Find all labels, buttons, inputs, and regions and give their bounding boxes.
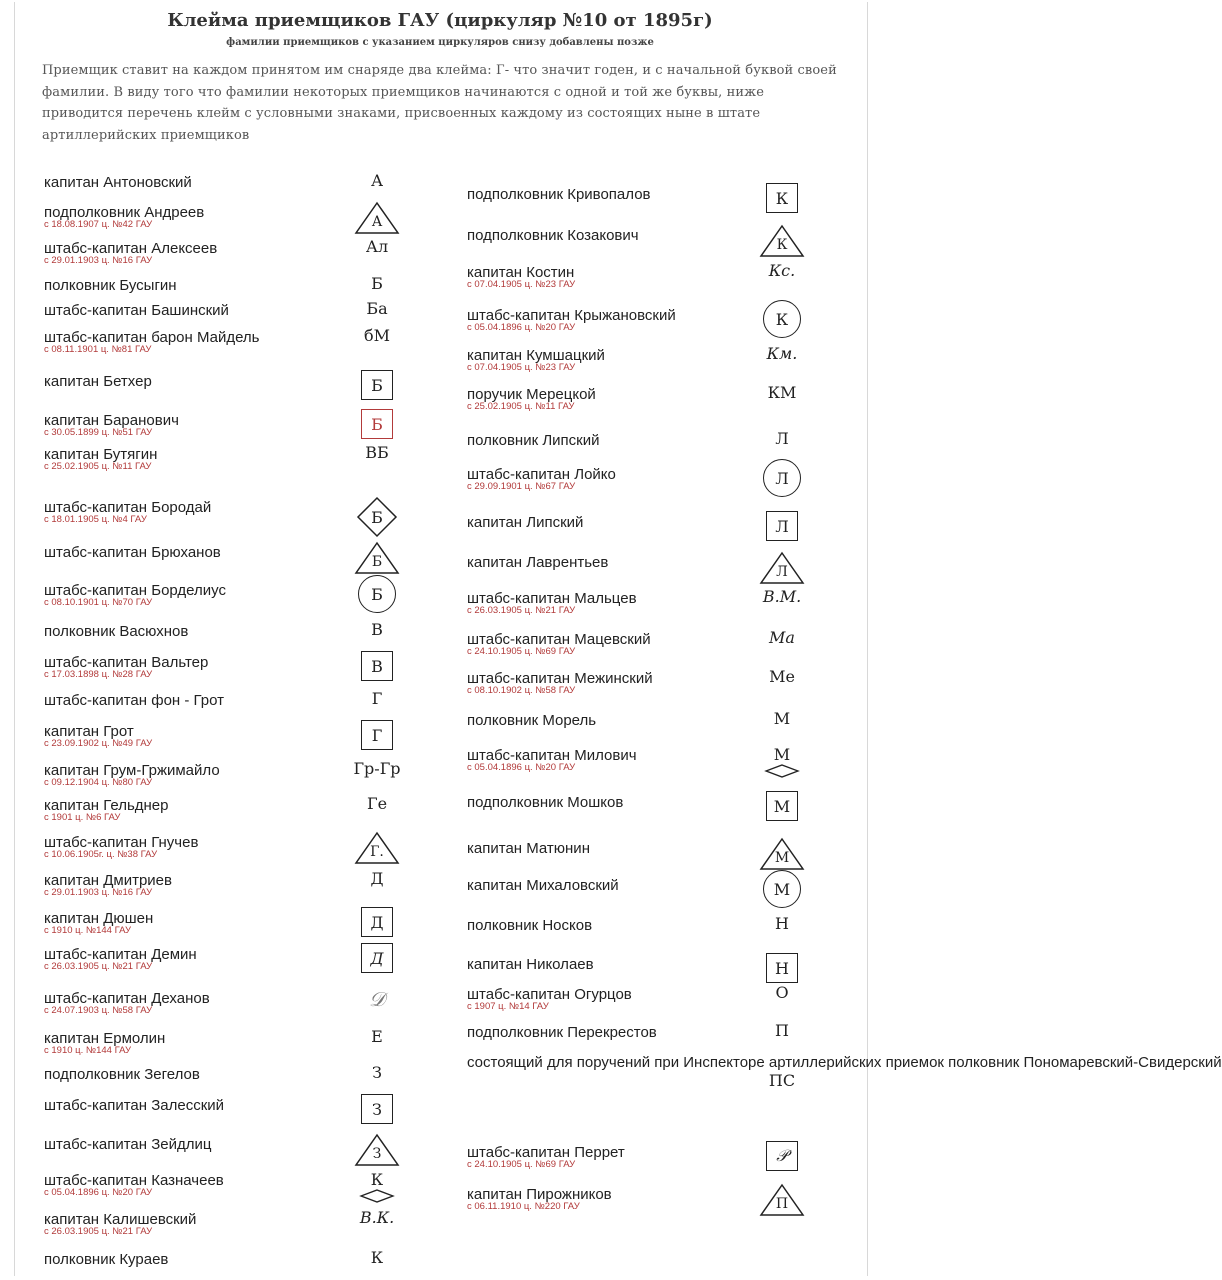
stamp-list-item: [44, 544, 444, 570]
receiver-name: капитан Липский: [467, 514, 584, 531]
stamp-mark-letters: М: [773, 745, 791, 764]
stamp-mark-letters: Л: [775, 468, 789, 488]
receiver-name: штабс-капитан Лойко: [467, 466, 616, 483]
stamp-circle: [763, 870, 801, 908]
stamp-box: [361, 651, 393, 681]
stamp-mark-letters: З: [372, 1063, 382, 1082]
stamp-list-item: [467, 227, 867, 253]
stamp-list-item: [44, 947, 444, 972]
stamp-list-item: [44, 724, 444, 749]
stamp-mark-letters: Км.: [766, 344, 798, 363]
stamp-mark-letters: М: [773, 796, 791, 816]
stamp-mark-letters: К: [370, 1248, 384, 1267]
stamp-list-item: [44, 443, 444, 472]
stamp-mark-letters: В.М.: [762, 587, 802, 606]
circular-reference: с 1907 ц. №14 ГАУ: [467, 1001, 549, 1012]
circular-reference: с 26.03.1905 ц. №21 ГАУ: [467, 605, 576, 616]
stamp-mark-letters: Б: [371, 274, 383, 293]
stamp-mark: [371, 620, 383, 639]
stamp-mark: [769, 667, 795, 686]
stamp-list-item: [44, 205, 444, 230]
receiver-name: штабс-капитан Брюханов: [44, 544, 221, 561]
stamp-list-item: [44, 237, 444, 266]
stamp-mark-letters: Г: [371, 689, 383, 708]
circular-reference: с 05.04.1896 ц. №20 ГАУ: [467, 322, 576, 333]
intro-paragraph: Приемщик ставит на каждом принятом им снаряде два клейма: Г- что значит годен, и с начальной буквой своей фамилии. В виду того что фамилии некоторых приемщиков начинаются с одной и той же буквы, ниже приводится перечень клейм с условными знаками, присвоенных каждому из состоящих ныне в штате артиллерийских приемщиков: [42, 63, 837, 143]
circular-reference: с 05.04.1896 ц. №20 ГАУ: [467, 762, 576, 773]
circular-reference: с 17.03.1898 ц. №28 ГАУ: [44, 669, 153, 680]
stamp-mark-letters: О: [775, 983, 789, 1002]
stamp-mark-letters: Ма: [769, 628, 795, 647]
receiver-name: штабс-капитан Мальцев: [467, 590, 637, 607]
receiver-name: капитан Грот: [44, 723, 134, 740]
receiver-name: полковник Кураев: [44, 1251, 169, 1268]
stamp-mark-letters: 𝒫: [776, 1146, 788, 1165]
stamp-mark: [768, 383, 797, 402]
receiver-name: капитан Николаев: [467, 956, 594, 973]
receiver-name: штабс-капитан Мацевский: [467, 631, 651, 648]
stamp-mark-letters: М: [774, 850, 790, 866]
stamp-letter-diamond: [762, 744, 802, 780]
stamp-box-red: [361, 409, 393, 439]
stamp-list-item: [467, 628, 867, 657]
receiver-name: подполковник Перекрестов: [467, 1024, 657, 1041]
stamp-mark-letters: А: [371, 214, 383, 230]
stamp-list-item: [44, 274, 444, 294]
circular-reference: с 23.09.1902 ц. №49 ГАУ: [44, 738, 153, 749]
stamp-list-item: [44, 911, 444, 936]
stamp-mark-letters: Ге: [366, 794, 388, 813]
circular-reference: с 1910 ц. №144 ГАУ: [44, 1045, 132, 1056]
stamp-mark-letters: Д: [370, 912, 384, 932]
stamp-list-item: [44, 1027, 444, 1056]
stamp-mark-letters: Л: [775, 429, 789, 448]
receiver-name: полковник Липский: [467, 432, 600, 449]
receiver-name: подполковник Мошков: [467, 794, 624, 811]
circular-reference: с 24.10.1905 ц. №69 ГАУ: [467, 646, 576, 657]
stamp-mark-letters: К: [370, 1170, 384, 1189]
stamp-list-item: [44, 171, 444, 191]
stamp-mark-letters: Б: [371, 414, 383, 434]
stamp-mark-letters: КМ: [767, 383, 797, 402]
stamp-mark: [371, 171, 383, 190]
stamp-mark: [372, 689, 383, 708]
stamp-mark-letters: ПС: [768, 1071, 796, 1090]
receiver-name: подполковник Козакович: [467, 227, 639, 244]
stamp-italic: [360, 1208, 394, 1227]
receiver-name: капитан Дмитриев: [44, 872, 172, 889]
stamp-triangle: [354, 831, 400, 865]
circular-reference: с 10.06.1905г. ц. №38 ГАУ: [44, 849, 158, 860]
stamp-list-item: [467, 1145, 867, 1170]
stamp-list-item: [44, 655, 444, 680]
stamp-list-item: [44, 326, 444, 355]
stamp-mark: [775, 1021, 789, 1040]
stamp-mark: [775, 914, 789, 933]
stamp-list-item: [467, 383, 867, 412]
stamp-list-item: [467, 956, 867, 978]
stamp-list-item: [467, 344, 867, 373]
circular-reference: с 29.01.1903 ц. №16 ГАУ: [44, 887, 153, 898]
stamp-letter-diamond: [357, 1169, 397, 1205]
stamp-list-item: [467, 514, 867, 536]
receiver-name: штабс-капитан барон Майдель: [44, 329, 260, 346]
stamp-box: [766, 511, 798, 541]
stamp-list-item: [44, 1248, 444, 1268]
circular-reference: с 18.08.1907 ц. №42 ГАУ: [44, 219, 153, 230]
receiver-name: штабс-капитан Демин: [44, 946, 197, 963]
stamp-list-item: [467, 709, 867, 729]
circular-reference: с 18.01.1905 ц. №4 ГАУ: [44, 514, 147, 525]
stamp-box: [766, 791, 798, 821]
stamp-mark: [366, 237, 388, 256]
stamp-mark-letters: К: [775, 309, 789, 329]
circular-reference: с 24.10.1905 ц. №69 ГАУ: [467, 1159, 576, 1170]
receiver-name: полковник Васюхнов: [44, 623, 189, 640]
stamp-triangle: [759, 224, 805, 258]
stamp-mark: [365, 443, 389, 462]
stamp-list-item: [44, 987, 444, 1016]
receiver-name: капитан Пирожников: [467, 1186, 612, 1203]
stamp-list-item: [44, 500, 444, 525]
stamp-mark-letters: В: [371, 620, 383, 639]
stamp-mark-letters: П: [775, 1196, 789, 1212]
stamp-mark-letters: ВБ: [365, 443, 389, 462]
stamp-list-item: [467, 667, 867, 696]
stamp-italic: [767, 344, 798, 363]
stamp-mark-letters: бМ: [363, 326, 391, 345]
receiver-name: штабс-капитан Зейдлиц: [44, 1136, 212, 1153]
stamp-list-item: [467, 914, 867, 934]
stamp-mark-letters: З: [372, 1099, 382, 1119]
stamp-triangle: [759, 837, 805, 871]
receiver-name: капитан Костин: [467, 264, 575, 281]
stamp-mark: [353, 759, 400, 778]
receiver-name: подполковник Андреев: [44, 204, 205, 221]
receiver-name: штабс-капитан Алексеев: [44, 240, 218, 257]
stamp-mark-letters: В: [371, 656, 383, 676]
stamp-mark-letters: Е: [371, 1027, 383, 1046]
receiver-name: капитан Лаврентьев: [467, 554, 609, 571]
stamp-diamond: [354, 496, 400, 538]
receiver-name: капитан Калишевский: [44, 1211, 197, 1228]
stamp-list-item: [44, 835, 444, 860]
stamp-mark-letters: Л: [775, 516, 789, 536]
stamp-mark-letters: Д: [370, 869, 384, 888]
stamp-mark-letters: Гр-Гр: [353, 759, 401, 778]
stamp-mark: [371, 1248, 383, 1267]
stamp-mark-letters: Ме: [769, 667, 795, 686]
stamp-mark: [371, 1027, 383, 1046]
stamp-list-item: [44, 1063, 444, 1083]
stamp-circle: [358, 575, 396, 613]
stamp-list-item: [467, 983, 867, 1012]
stamp-mark-letters: К: [776, 237, 788, 253]
stamp-list-item: [467, 308, 867, 333]
stamp-mark: [370, 869, 383, 888]
receiver-name: штабс-капитан Вальтер: [44, 654, 209, 671]
receiver-name: состоящий для поручений при Инспекторе артиллерийских приемок полковник Пономаревский-Свидерский: [467, 1054, 1222, 1071]
stamp-mark: [372, 1063, 382, 1082]
diamond-icon: [357, 1189, 397, 1203]
stamp-box: [361, 720, 393, 750]
stamp-triangle: [759, 551, 805, 585]
circular-reference: с 29.01.1903 ц. №16 ГАУ: [44, 255, 153, 266]
stamp-list-item: [467, 429, 867, 449]
receiver-name: полковник Морель: [467, 712, 597, 729]
stamp-mark-letters: Б: [371, 507, 383, 527]
circular-reference: с 1901 ц. №6 ГАУ: [44, 812, 121, 823]
stamp-italic: [769, 261, 795, 280]
stamp-mark: [371, 274, 383, 293]
receiver-name: штабс-капитан Гнучев: [44, 834, 199, 851]
stamp-mark-letters: Н: [775, 958, 789, 978]
stamp-triangle: [354, 1133, 400, 1167]
stamp-list-item: [467, 261, 867, 290]
stamp-triangle: [759, 1183, 805, 1217]
receiver-name: штабс-капитан Бородай: [44, 499, 212, 516]
stamp-box: [361, 943, 393, 973]
stamp-mark: [775, 429, 788, 448]
receiver-name: штабс-капитан Борделиус: [44, 582, 226, 599]
circular-reference: с 08.10.1901 ц. №70 ГАУ: [44, 597, 153, 608]
stamp-mark-letters: Б: [371, 584, 383, 604]
stamp-mark-letters: К: [775, 188, 789, 208]
stamp-box: [361, 907, 393, 937]
receiver-name: капитан Бутягин: [44, 446, 158, 463]
stamp-list-item: [44, 413, 444, 438]
circular-reference: с 29.09.1901 ц. №67 ГАУ: [467, 481, 576, 492]
stamp-box: [766, 953, 798, 983]
receiver-name: капитан Бетхер: [44, 373, 152, 390]
stamp-mark: [769, 1071, 795, 1090]
receiver-name: штабс-капитан Межинский: [467, 670, 653, 687]
receiver-name: капитан Кумшацкий: [467, 347, 605, 364]
stamp-list-item: [467, 554, 867, 580]
receiver-name: капитан Гельднер: [44, 797, 169, 814]
stamp-mark-letters: Кс.: [768, 261, 796, 280]
receiver-name: подполковник Кривопалов: [467, 186, 651, 203]
stamp-circle: [763, 300, 801, 338]
stamp-mark-letters: Л: [776, 564, 788, 580]
stamp-triangle: [354, 541, 400, 575]
stamp-list-item: [44, 869, 444, 898]
stamp-mark-letters: 𝒟: [369, 987, 385, 1011]
stamp-box: [766, 183, 798, 213]
stamp-mark-letters: Г.: [370, 844, 384, 860]
stamp-list-item: [44, 373, 444, 395]
receiver-name: штабс-капитан Огурцов: [467, 986, 632, 1003]
stamp-mark-letters: Б: [371, 375, 383, 395]
receiver-name: капитан Михаловский: [467, 877, 619, 894]
stamp-list-item: [44, 1136, 444, 1162]
stamp-mark: [364, 326, 390, 345]
stamp-box: [361, 370, 393, 400]
receiver-name: штабс-капитан Деханов: [44, 990, 210, 1007]
stamp-list-item: [467, 794, 867, 816]
circular-reference: с 26.03.1905 ц. №21 ГАУ: [44, 1226, 153, 1237]
circular-reference: с 08.10.1902 ц. №58 ГАУ: [467, 685, 576, 696]
circular-reference: с 08.11.1901 ц. №81 ГАУ: [44, 344, 152, 355]
stamp-list-item: [44, 794, 444, 823]
stamp-list-item: [467, 186, 867, 208]
receiver-name: поручик Мерецкой: [467, 386, 596, 403]
stamp-list-item: [467, 1187, 867, 1212]
stamp-mark-letters: А: [370, 171, 384, 190]
diamond-icon: [762, 764, 802, 778]
stamp-mark-letters: Н: [775, 914, 789, 933]
receiver-name: капитан Антоновский: [44, 174, 192, 191]
stamp-list-item: [467, 840, 867, 866]
page-subtitle: фамилии приемщиков с указанием циркуляров снизу добавлены позже: [226, 37, 654, 48]
stamp-list-item: [467, 877, 867, 899]
circular-reference: с 30.05.1899 ц. №51 ГАУ: [44, 427, 153, 438]
stamp-mark-letters: П: [775, 1021, 789, 1040]
stamp-circle: [763, 459, 801, 497]
stamp-list-item: [467, 1054, 1222, 1090]
circular-reference: с 25.02.1905 ц. №11 ГАУ: [467, 401, 575, 412]
stamp-box: [766, 1141, 798, 1171]
receiver-name: штабс-капитан Милович: [467, 747, 637, 764]
circular-reference: с 05.04.1896 ц. №20 ГАУ: [44, 1187, 153, 1198]
receiver-name: капитан Баранович: [44, 412, 179, 429]
stamp-list-item: [467, 745, 867, 773]
stamp-mark-letters: Б: [371, 554, 383, 570]
stamp-mark: [775, 983, 788, 1002]
stamp-list-item: [44, 759, 444, 788]
stamp-mark-letters: Ба: [366, 299, 388, 318]
stamp-list-item: [467, 1021, 867, 1041]
circular-reference: с 26.03.1905 ц. №21 ГАУ: [44, 961, 153, 972]
circular-reference: с 07.04.1905 ц. №23 ГАУ: [467, 362, 576, 373]
circular-reference: с 06.11.1910 ц. №220 ГАУ: [467, 1201, 580, 1212]
receiver-name: штабс-капитан Казначеев: [44, 1172, 224, 1189]
receiver-name: штабс-капитан Крыжановский: [467, 307, 676, 324]
receiver-name: капитан Ермолин: [44, 1030, 166, 1047]
stamp-triangle: [354, 201, 400, 235]
stamp-mark-letters: Д: [370, 948, 384, 968]
page-title: Клейма приемщиков ГАУ (циркуляр №10 от 1895г): [167, 10, 713, 31]
receiver-name: капитан Дюшен: [44, 910, 154, 927]
stamp-mark-letters: М: [773, 709, 791, 728]
stamp-script: [369, 987, 385, 1011]
receiver-name: капитан Матюнин: [467, 840, 590, 857]
stamp-mark: [367, 794, 387, 813]
receiver-name: капитан Грум-Гржимайло: [44, 762, 220, 779]
circular-reference: с 1910 ц. №144 ГАУ: [44, 925, 132, 936]
circular-reference: с 09.12.1904 ц. №80 ГАУ: [44, 777, 153, 788]
stamp-list-item: [44, 620, 444, 640]
receiver-name: штабс-капитан Перрет: [467, 1144, 625, 1161]
stamp-italic: [769, 628, 795, 647]
stamp-list-item: [44, 583, 444, 608]
stamp-list-item: [44, 1097, 444, 1119]
stamp-box: [361, 1094, 393, 1124]
receiver-name: полковник Носков: [467, 917, 593, 934]
stamp-mark-letters: М: [773, 879, 791, 899]
receiver-name: штабс-капитан Залесский: [44, 1097, 225, 1114]
circular-reference: с 24.07.1903 ц. №58 ГАУ: [44, 1005, 153, 1016]
stamp-list-item: [44, 689, 444, 709]
stamp-italic: [763, 587, 801, 606]
stamp-mark-letters: Г: [371, 725, 383, 745]
stamp-mark-letters: З: [372, 1146, 382, 1162]
stamp-list-item: [44, 1208, 444, 1237]
stamp-list-item: [467, 587, 867, 616]
receiver-name: подполковник Зегелов: [44, 1066, 200, 1083]
receiver-name: штабс-капитан фон - Грот: [44, 692, 225, 709]
stamp-mark-letters: Ал: [365, 237, 389, 256]
receiver-name: штабс-капитан Башинский: [44, 302, 229, 319]
stamp-list-item: [467, 467, 867, 492]
stamp-mark: [774, 709, 790, 728]
circular-reference: с 25.02.1905 ц. №11 ГАУ: [44, 461, 152, 472]
receiver-name: полковник Бусыгин: [44, 277, 177, 294]
circular-reference: с 07.04.1905 ц. №23 ГАУ: [467, 279, 576, 290]
stamp-list-item: [44, 1170, 444, 1198]
stamp-mark-letters: В.К.: [359, 1208, 395, 1227]
stamp-list-item: [44, 299, 444, 319]
stamp-mark: [366, 299, 387, 318]
